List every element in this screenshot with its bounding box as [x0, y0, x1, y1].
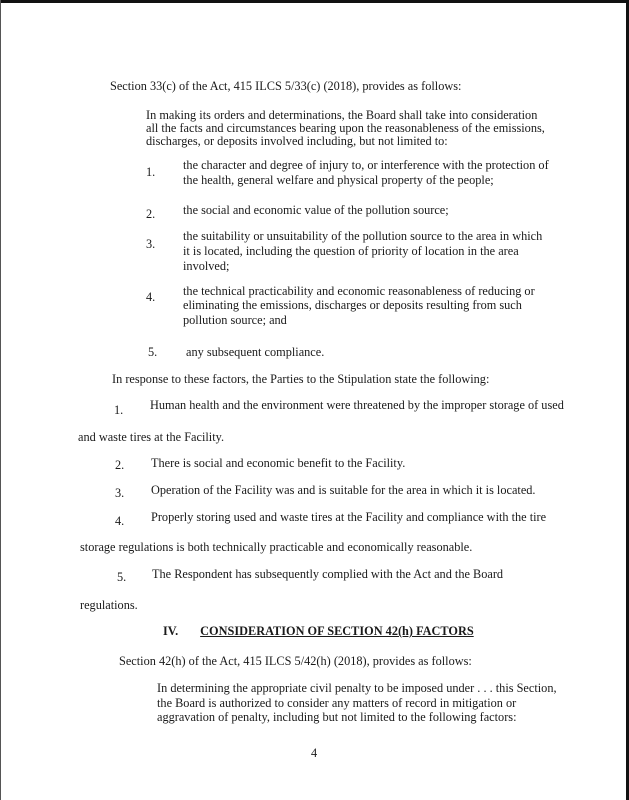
factor-1-line-2: the health, general welfare and physical property of the people; [183, 173, 494, 187]
factor-1-number: 1. [146, 165, 156, 179]
factor-3-number: 3. [146, 237, 156, 251]
factor-4-line-3: pollution source; and [183, 313, 287, 327]
response-1-line-1: Human health and the environment were threatened by the improper storage of used [150, 398, 564, 412]
response-2-number: 2. [115, 458, 125, 472]
quote-33c-line-2: all the facts and circumstances bearing upon the reasonableness of the emissions, [146, 121, 545, 135]
response-3-line-1: Operation of the Facility was and is suitable for the area in which it is located. [151, 483, 536, 497]
response-5-line-2: regulations. [80, 598, 138, 612]
page-number: 4 [311, 746, 318, 760]
response-4-number: 4. [115, 514, 125, 528]
factor-4-line-1: the technical practicability and economic reasonableness of reducing or [183, 284, 535, 298]
response-5-number: 5. [117, 570, 127, 584]
factor-2-number: 2. [146, 207, 156, 221]
quote-33c-line-1: In making its orders and determinations, the Board shall take into consideration [146, 108, 538, 122]
section-33c-intro: Section 33(c) of the Act, 415 ILCS 5/33(c) (2018), provides as follows: [110, 79, 462, 93]
factor-5-number: 5. [148, 345, 158, 359]
factor-4-line-2: eliminating the emissions, discharges or deposits resulting from such [183, 298, 522, 312]
factor-3-line-2: it is located, including the question of priority of location in the area [183, 244, 519, 258]
response-2-line-1: There is social and economic benefit to the Facility. [151, 456, 406, 470]
factor-3-line-1: the suitability or unsuitability of the pollution source to the area in which [183, 229, 543, 243]
section-42h-intro: Section 42(h) of the Act, 415 ILCS 5/42(h) (2018), provides as follows: [119, 654, 472, 668]
quote-42h-line-1: In determining the appropriate civil penalty to be imposed under . . . this Section, [157, 681, 557, 695]
quote-42h-line-2: the Board is authorized to consider any matters of record in mitigation or [157, 696, 517, 710]
section-heading-numeral: IV. [163, 624, 179, 638]
response-5-line-1: The Respondent has subsequently complied with the Act and the Board [152, 567, 504, 581]
factor-2-line-1: the social and economic value of the pollution source; [183, 203, 449, 217]
factor-3-line-3: involved; [183, 259, 230, 273]
factor-4-number: 4. [146, 290, 156, 304]
scan-edge-left [0, 0, 1, 800]
quote-33c-line-3: discharges, or deposits involved including, but not limited to: [146, 134, 448, 148]
section-heading [163, 624, 474, 640]
factor-1-line-1: the character and degree of injury to, or interference with the protection of [183, 158, 549, 172]
response-intro: In response to these factors, the Parties to the Stipulation state the following: [112, 372, 490, 386]
response-1-number: 1. [114, 403, 124, 417]
scan-edge-top [0, 0, 629, 3]
response-3-number: 3. [115, 486, 125, 500]
response-4-line-1: Properly storing used and waste tires at the Facility and compliance with the tire [151, 510, 547, 524]
response-1-line-2: and waste tires at the Facility. [78, 430, 225, 444]
response-4-line-2: storage regulations is both technically practicable and economically reasonable. [80, 540, 473, 554]
quote-42h-line-3: aggravation of penalty, including but not limited to the following factors: [157, 710, 517, 724]
factor-5-line-1: any subsequent compliance. [186, 345, 325, 359]
section-heading-title: CONSIDERATION OF SECTION 42(h) FACTORS [200, 624, 474, 638]
